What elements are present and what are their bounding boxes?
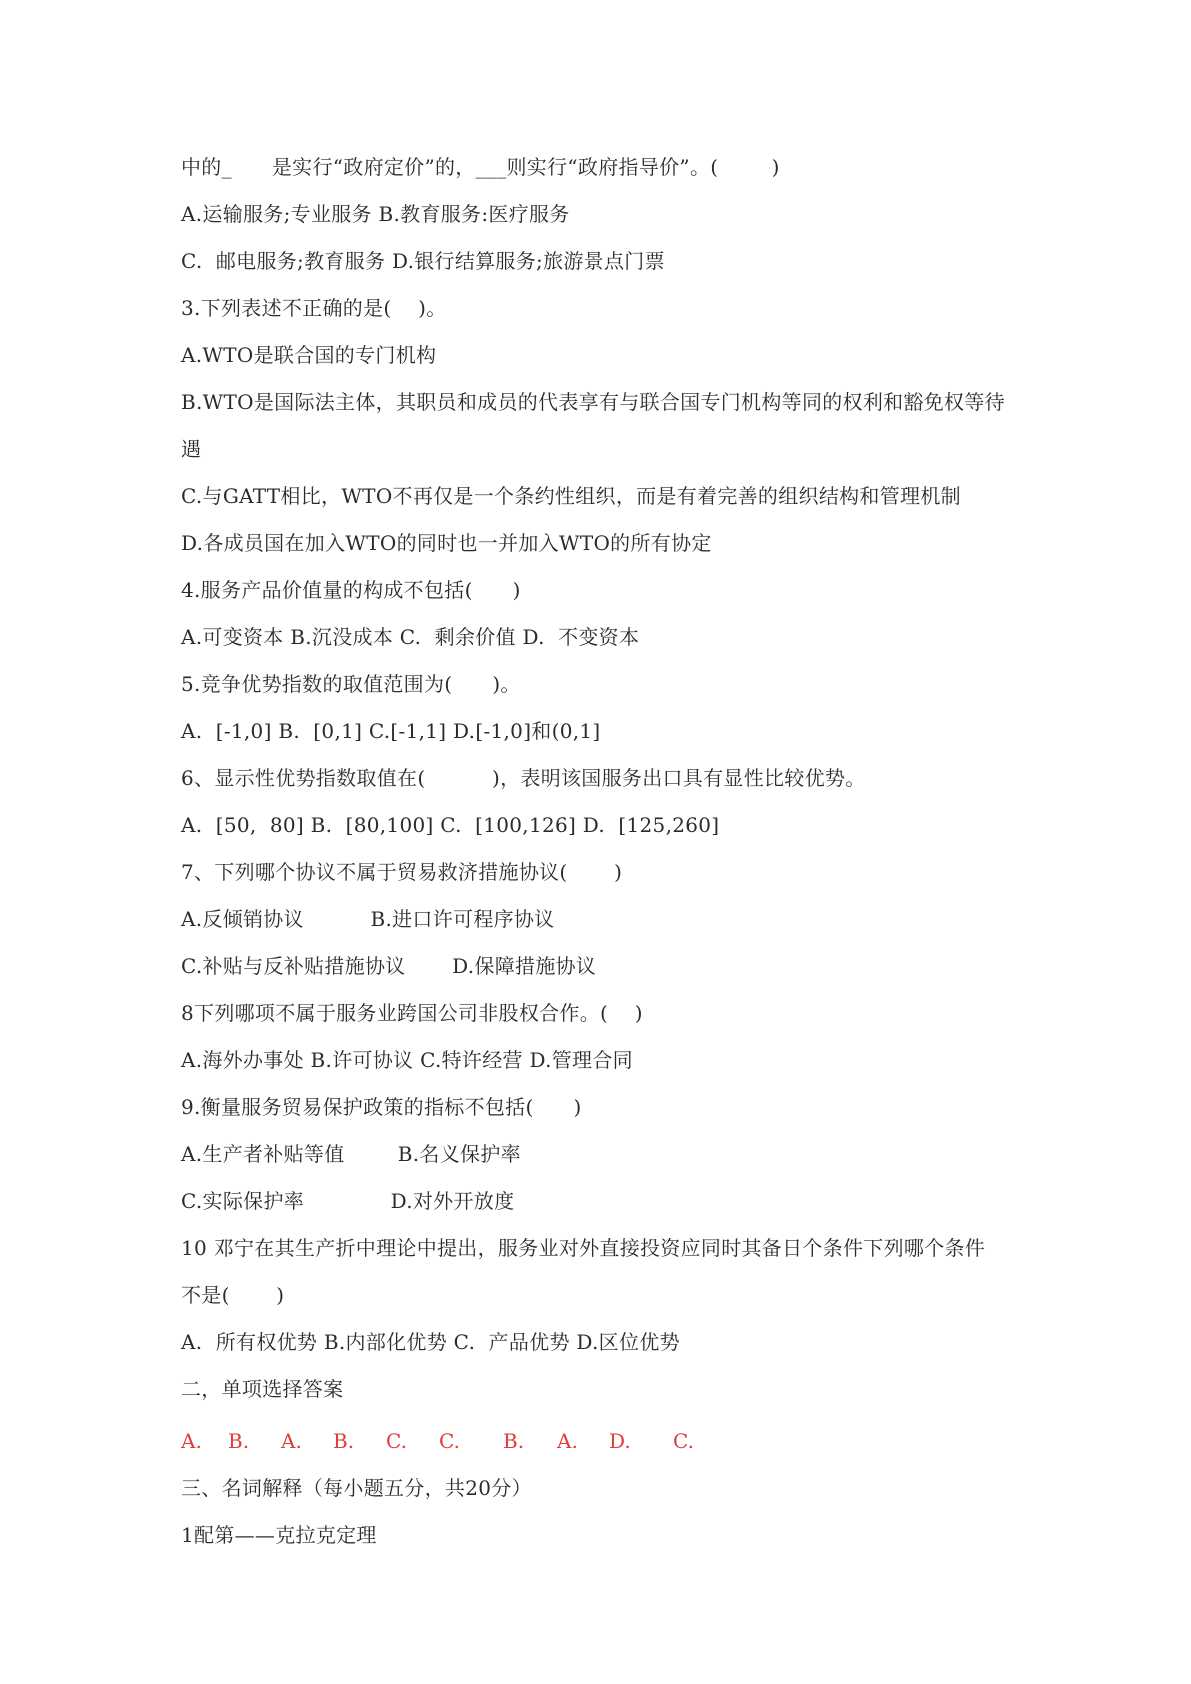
question-4-stem: 4.服务产品价值量的构成不包括( )	[181, 578, 521, 602]
question-8-options: A.海外办事处 B.许可协议 C.特许经营 D.管理合同	[181, 1048, 633, 1072]
question-10-stem: 10 邓宁在其生产折中理论中提出，服务业对外直接投资应同时其备日个条件下列哪个条件	[181, 1236, 986, 1260]
answer-5: C.	[386, 1429, 407, 1453]
question-5-stem: 5.竞争优势指数的取值范围为( )。	[181, 672, 521, 696]
question-6-stem: 6、显示性优势指数取值在( )，表明该国服务出口具有显性比较优势。	[181, 766, 866, 790]
question-3-option-b: B.WTO是国际法主体，其职员和成员的代表享有与联合国专门机构等同的权利和豁免权等待	[181, 390, 1005, 414]
question-3-option-c: C.与GATT相比，WTO不再仅是一个条约性组织，而是有着完善的组织结构和管理机制	[181, 484, 961, 508]
question-10-stem-wrap: 不是( )	[181, 1283, 285, 1307]
answer-1: A.	[181, 1429, 202, 1453]
question-10-options: A. 所有权优势 B.内部化优势 C. 产品优势 D.区位优势	[181, 1330, 680, 1354]
question-3-option-b-wrap: 遇	[181, 437, 202, 461]
question-2-stem: 中的_ 是实行“政府定价”的，___则实行“政府指导价”。( )	[181, 155, 780, 179]
question-7-options-ab: A.反倾销协议 B.进口许可程序协议	[181, 907, 555, 931]
question-4-options: A.可变资本 B.沉没成本 C. 剩余价值 D. 不变资本	[181, 625, 640, 649]
question-2-options-ab: A.运输服务;专业服务 B.教育服务:医疗服务	[181, 202, 570, 226]
question-3-option-a: A.WTO是联合国的专门机构	[181, 343, 437, 367]
question-9-stem: 9.衡量服务贸易保护政策的指标不包括( )	[181, 1095, 582, 1119]
section-3-heading: 三、名词解释（每小题五分，共20分）	[181, 1476, 532, 1500]
question-7-options-cd: C.补贴与反补贴措施协议 D.保障措施协议	[181, 954, 597, 978]
answer-10: C.	[673, 1429, 694, 1453]
question-5-options: A. [-1,0] B. [0,1] C.[-1,1] D.[-1,0]和(0,1]	[181, 719, 601, 743]
answer-9: D.	[609, 1429, 631, 1453]
question-9-options-cd: C.实际保护率 D.对外开放度	[181, 1189, 515, 1213]
question-9-options-ab: A.生产者补贴等值 B.名义保护率	[181, 1142, 521, 1166]
question-3-stem: 3.下列表述不正确的是( )。	[181, 296, 447, 320]
answer-4: B.	[333, 1429, 355, 1453]
question-8-stem: 8下列哪项不属于服务业跨国公司非股权合作。( )	[181, 1001, 643, 1025]
question-2-options-cd: C. 邮电服务;教育服务 D.银行结算服务;旅游景点门票	[181, 249, 665, 273]
answer-3: A.	[281, 1429, 302, 1453]
answer-6: C.	[439, 1429, 460, 1453]
question-7-stem: 7、下列哪个协议不属于贸易救济措施协议( )	[181, 860, 623, 884]
answer-8: A.	[557, 1429, 578, 1453]
term-1: 1配第——克拉克定理	[181, 1523, 377, 1547]
question-6-options: A. [50, 80] B. [80,100] C. [100,126] D. [125,260]	[181, 813, 720, 837]
section-2-heading: 二，单项选择答案	[181, 1377, 344, 1401]
answer-2: B.	[228, 1429, 250, 1453]
question-3-option-d: D.各成员国在加入WTO的同时也一并加入WTO的所有协定	[181, 531, 712, 555]
answer-7: B.	[503, 1429, 525, 1453]
